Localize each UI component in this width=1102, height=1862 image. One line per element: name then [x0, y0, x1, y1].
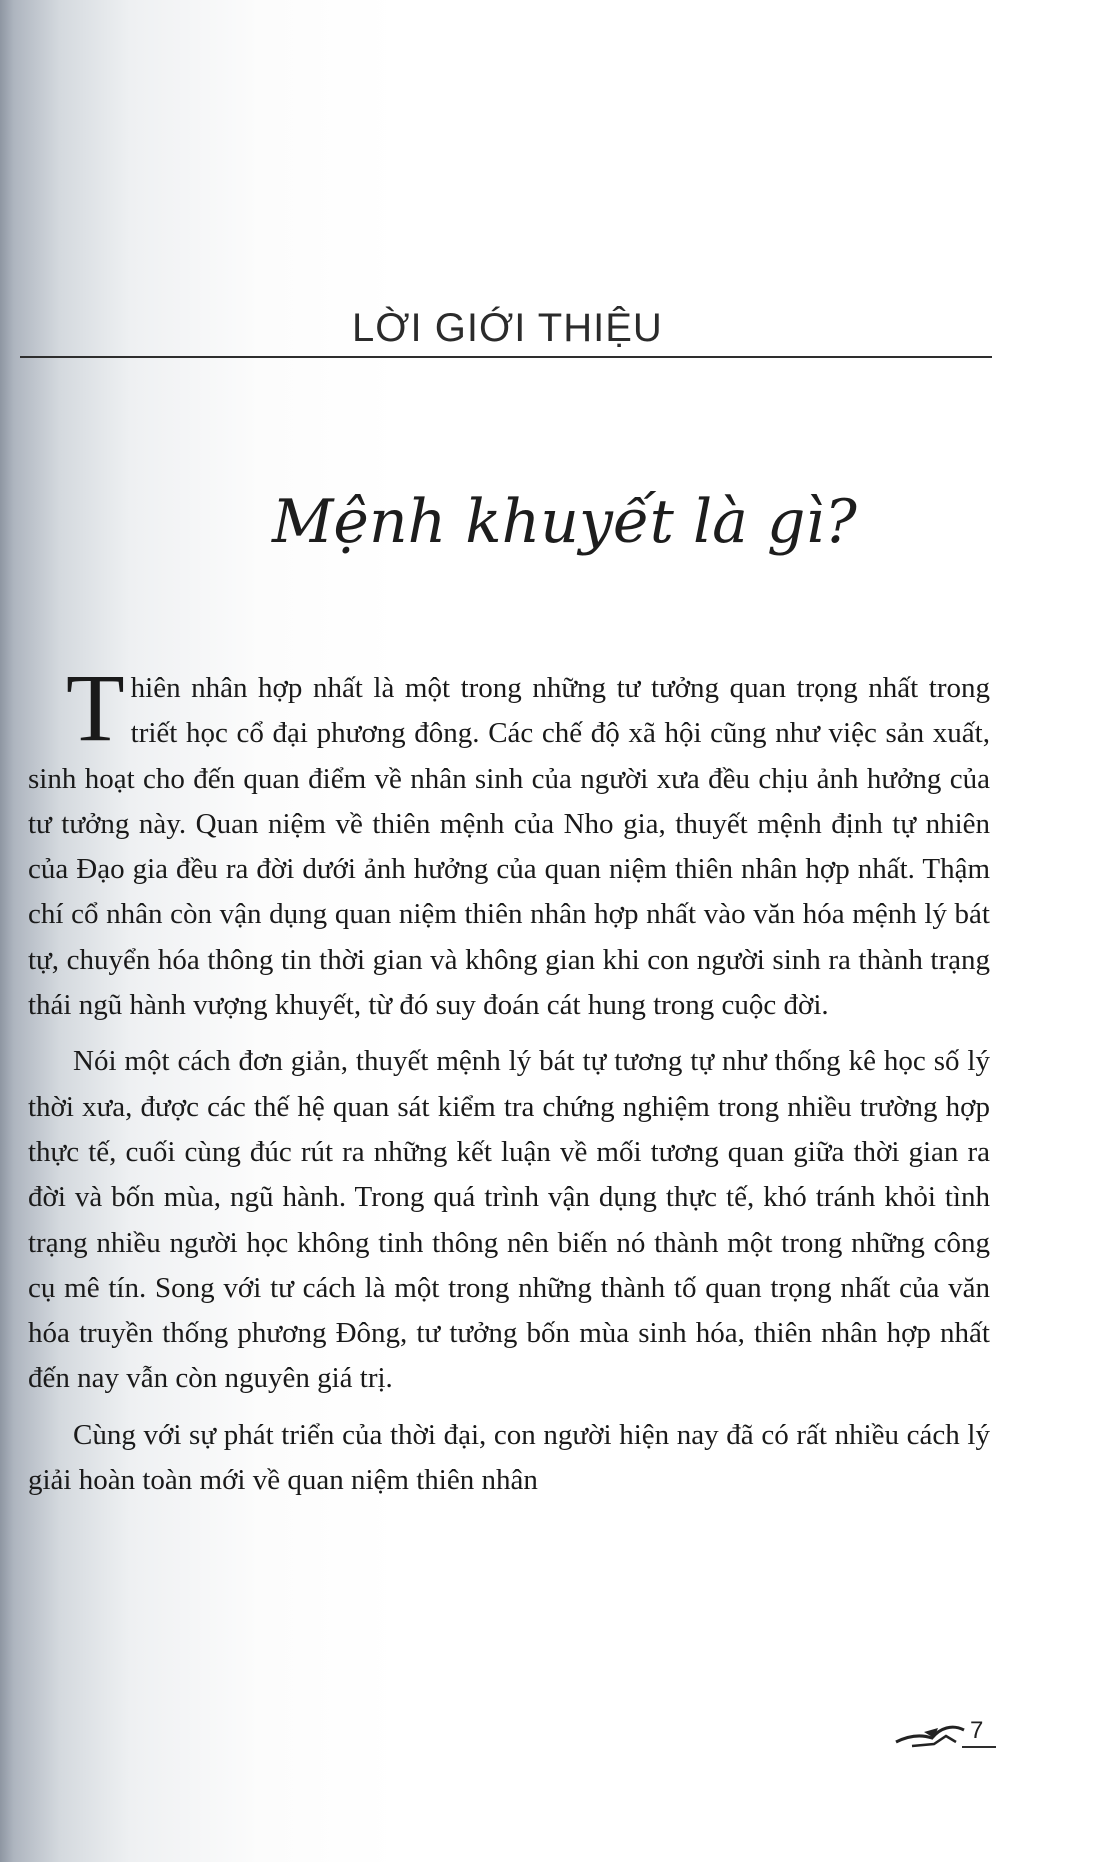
chapter-title-text: Mệnh khuyết là gì?	[272, 487, 857, 557]
body-text	[28, 654, 990, 1503]
chapter-title-handwritten	[262, 462, 857, 592]
section-title: LỜI GIỚI THIỆU	[352, 306, 663, 350]
page-number-underline	[962, 1746, 996, 1748]
paragraph-1-text: hiên nhân hợp nhất là một trong những tư tưởng quan trọng nhất trong triết học cổ đại phương đông. Các chế độ xã hội cũng như việc sản xuất, sinh hoạt cho đến quan điểm về nhân sinh của người xưa đều chịu ảnh hưởng của tư tưởng này. Quan niệm về thiên mệnh của Nho gia, thuyết mệnh định tự nhiên của Đạo gia đều ra đời dưới ảnh hưởng của quan niệm thiên nhân hợp nhất. Thậm chí cổ nhân còn vận dụng quan niệm thiên nhân hợp nhất vào văn hóa mệnh lý bát tự, chuyển hóa thông tin thời gian và không gian khi con người sinh ra thành trạng thái ngũ hành vượng khuyết, từ đó suy đoán cát hung trong cuộc đời.	[28, 672, 990, 1022]
paragraph-2: Nói một cách đơn giản, thuyết mệnh lý bát tự tương tự như thống kê học số lý thời xưa, được các thế hệ quan sát kiểm tra chứng nghiệm trong nhiều trường hợp thực tế, cuối cùng đúc rút ra những kết luận về mối tương quan giữa thời gian ra đời và bốn mùa, ngũ hành. Trong quá trình vận dụng thực tế, khó tránh khỏi tình trạng nhiều người học không tinh thông nên biến nó thành một trong những công cụ mê tín. Song với tư cách là một trong những thành tố quan trọng nhất của văn hóa truyền thống phương Đông, tư tưởng bốn mùa sinh hóa, thiên nhân hợp nhất đến nay vẫn còn nguyên giá trị.	[28, 1045, 990, 1395]
page-number: 7	[970, 1717, 984, 1744]
paragraph-3: Cùng với sự phát triển của thời đại, con người hiện nay đã có rất nhiều cách lý giải hoàn toàn mới về quan niệm thiên nhân	[28, 1418, 990, 1497]
title-underline	[20, 356, 992, 358]
drop-cap: T	[66, 654, 125, 761]
paragraph-1	[28, 654, 990, 1028]
